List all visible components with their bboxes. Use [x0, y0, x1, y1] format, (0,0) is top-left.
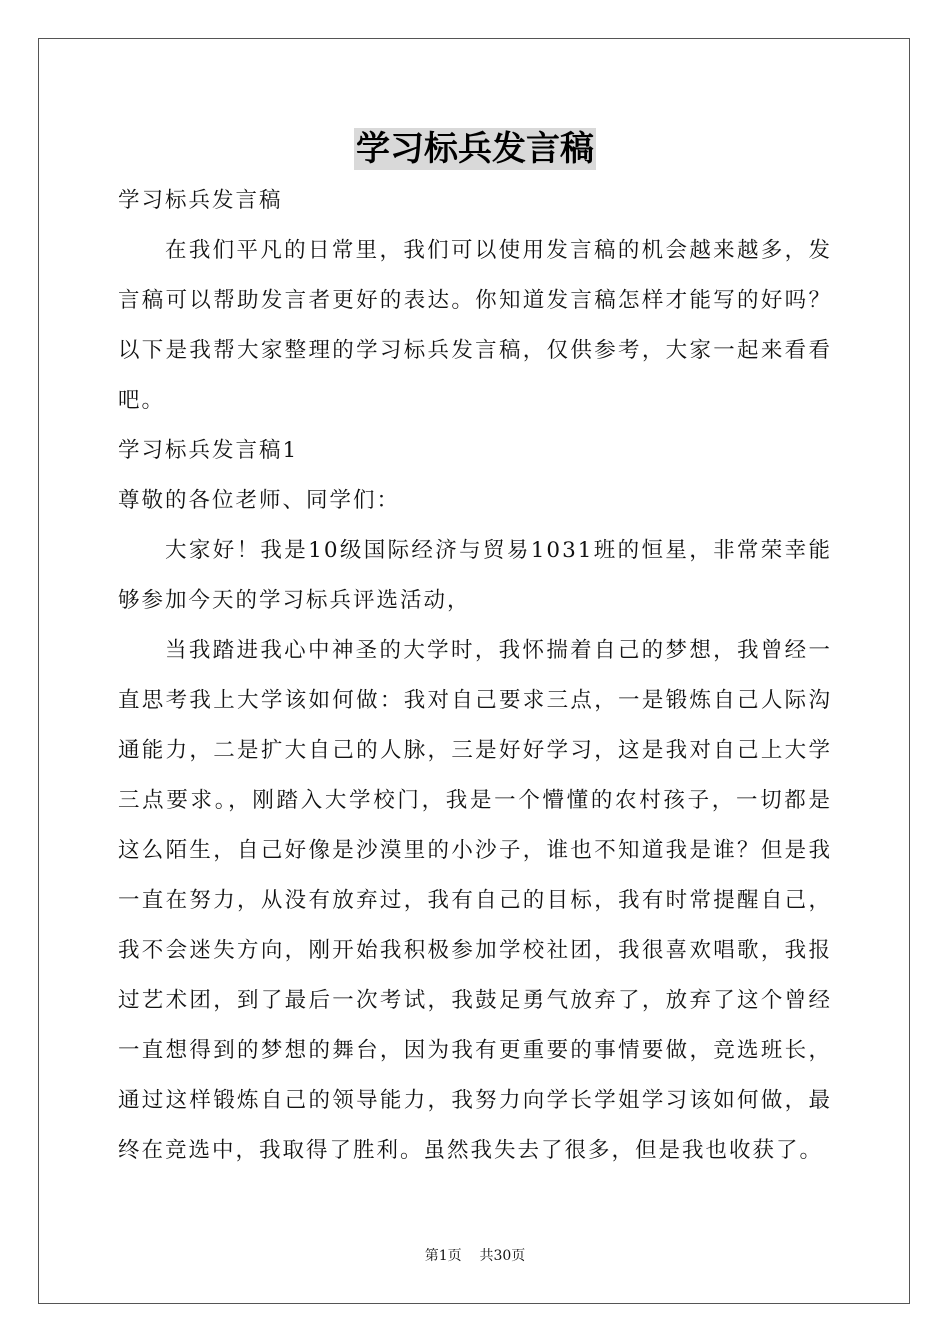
section-heading: 学习标兵发言稿1: [118, 438, 299, 463]
paragraph-greeting: 大家好！我是10级国际经济与贸易1031班的恒星，非常荣幸能够参加今天的学习标兵评选活动，: [118, 538, 832, 613]
paragraph-heading: 学习标兵发言稿: [118, 188, 283, 213]
page-footer: 第1页 共30页: [424, 1248, 526, 1264]
paragraph-intro: 在我们平凡的日常里，我们可以使用发言稿的机会越来越多，发言稿可以帮助发言者更好的表达。你知道发言稿怎样才能写的好吗？以下是我帮大家整理的学习标兵发言稿，仅供参考，大家一起来看看吧。: [118, 238, 832, 413]
paragraph-body: 当我踏进我心中神圣的大学时，我怀揣着自己的梦想，我曾经一直思考我上大学该如何做：我对自己要求三点，一是锻炼自己人际沟通能力，二是扩大自己的人脉，三是好好学习，这是我对自己上大学三点要求。，刚踏入大学校门，我是一个懵懂的农村孩子，一切都是这么陌生，自己好像是沙漠里的小沙子，谁也不知道我是谁？但是我一直在努力，从没有放弃过，我有自己的目标，我有时常提醒自己，我不会迷失方向，刚开始我积极参加学校社团，我很喜欢唱歌，我报过艺术团，到了最后一次考试，我鼓足勇气放弃了，放弃了这个曾经一直想得到的梦想的舞台，因为我有更重要的事情要做，竞选班长，通过这样锻炼自己的领导能力，我努力向学长学姐学习该如何做，最终在竞选中，我取得了胜利。虽然我失去了很多，但是我也收获了。: [118, 638, 832, 1163]
document-title: 学习标兵发言稿: [356, 129, 594, 169]
title-container: [0, 128, 950, 170]
salutation: 尊敬的各位老师、同学们：: [118, 488, 401, 513]
document-body: [118, 176, 832, 1176]
